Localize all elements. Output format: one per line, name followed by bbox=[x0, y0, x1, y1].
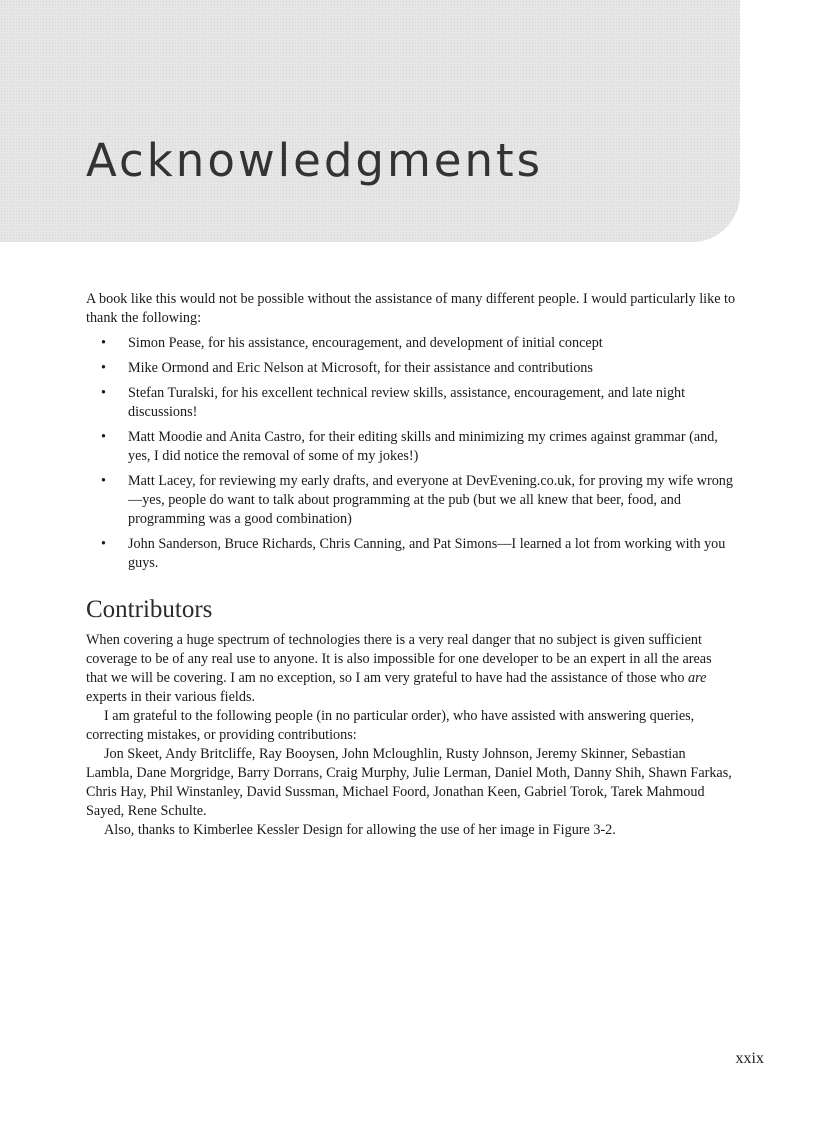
contributors-heading: Contributors bbox=[86, 596, 213, 623]
chapter-header-band bbox=[0, 0, 740, 242]
emphasis-text: are bbox=[688, 670, 707, 686]
contributors-paragraph-1 bbox=[86, 631, 736, 707]
list-item: • Simon Pease, for his assistance, encouragement, and development of initial concept bbox=[86, 334, 736, 353]
page-content bbox=[86, 290, 736, 840]
list-item: • John Sanderson, Bruce Richards, Chris Canning, and Pat Simons—I learned a lot from working with you guys. bbox=[86, 535, 736, 573]
contributors-paragraph-4: Also, thanks to Kimberlee Kessler Design for allowing the use of her image in Figure 3-2. bbox=[104, 822, 616, 838]
contributors-names-paragraph: Jon Skeet, Andy Britcliffe, Ray Booysen, John Mcloughlin, Rusty Johnson, Jeremy Skinner, Sebastian Lambla, Dane Morgridge, Barry Dorrans, Craig Murphy, Julie Lerman, Daniel Moth, Danny Shih, Shawn Farkas, Chris Hay, Phil Winstanley, David Sussman, Michael Foord, Jonathan Keen, Gabriel Torok, Tarek Mahmoud Sayed, Rene Schulte. bbox=[86, 746, 732, 819]
contributors-paragraph-2: I am grateful to the following people (in no particular order), who have assisted with answering queries, correcting mistakes, or providing contributions: bbox=[86, 708, 695, 743]
chapter-title: Acknowledgments bbox=[86, 134, 544, 187]
contributors-paragraph-1-end: experts in their various fields. bbox=[86, 689, 256, 705]
contributors-paragraph-1-start: When covering a huge spectrum of technologies there is a very real danger that no subject is given sufficient coverage to be of any real use to anyone. It is also impossible for one developer to be an expert in all the areas that we will be covering. I am no exception, so I am very grateful to have had the assistance of those who bbox=[86, 632, 712, 686]
intro-paragraph: A book like this would not be possible without the assistance of many different people. I would particularly like to thank the following: bbox=[86, 291, 736, 326]
list-item: • Matt Moodie and Anita Castro, for their editing skills and minimizing my crimes against grammar (and, yes, I did notice the removal of some of my jokes!) bbox=[86, 428, 736, 466]
thanks-list bbox=[86, 334, 736, 573]
list-item: • Mike Ormond and Eric Nelson at Microsoft, for their assistance and contributions bbox=[86, 359, 736, 378]
page-number: xxix bbox=[735, 1050, 764, 1067]
list-item: • Stefan Turalski, for his excellent technical review skills, assistance, encouragement, and late night discussions! bbox=[86, 384, 736, 422]
list-item: • Matt Lacey, for reviewing my early drafts, and everyone at DevEvening.co.uk, for proving my wife wrong—yes, people do want to talk about programming at the pub (but we all knew that beer, food, and programming was a good combination) bbox=[86, 472, 736, 529]
